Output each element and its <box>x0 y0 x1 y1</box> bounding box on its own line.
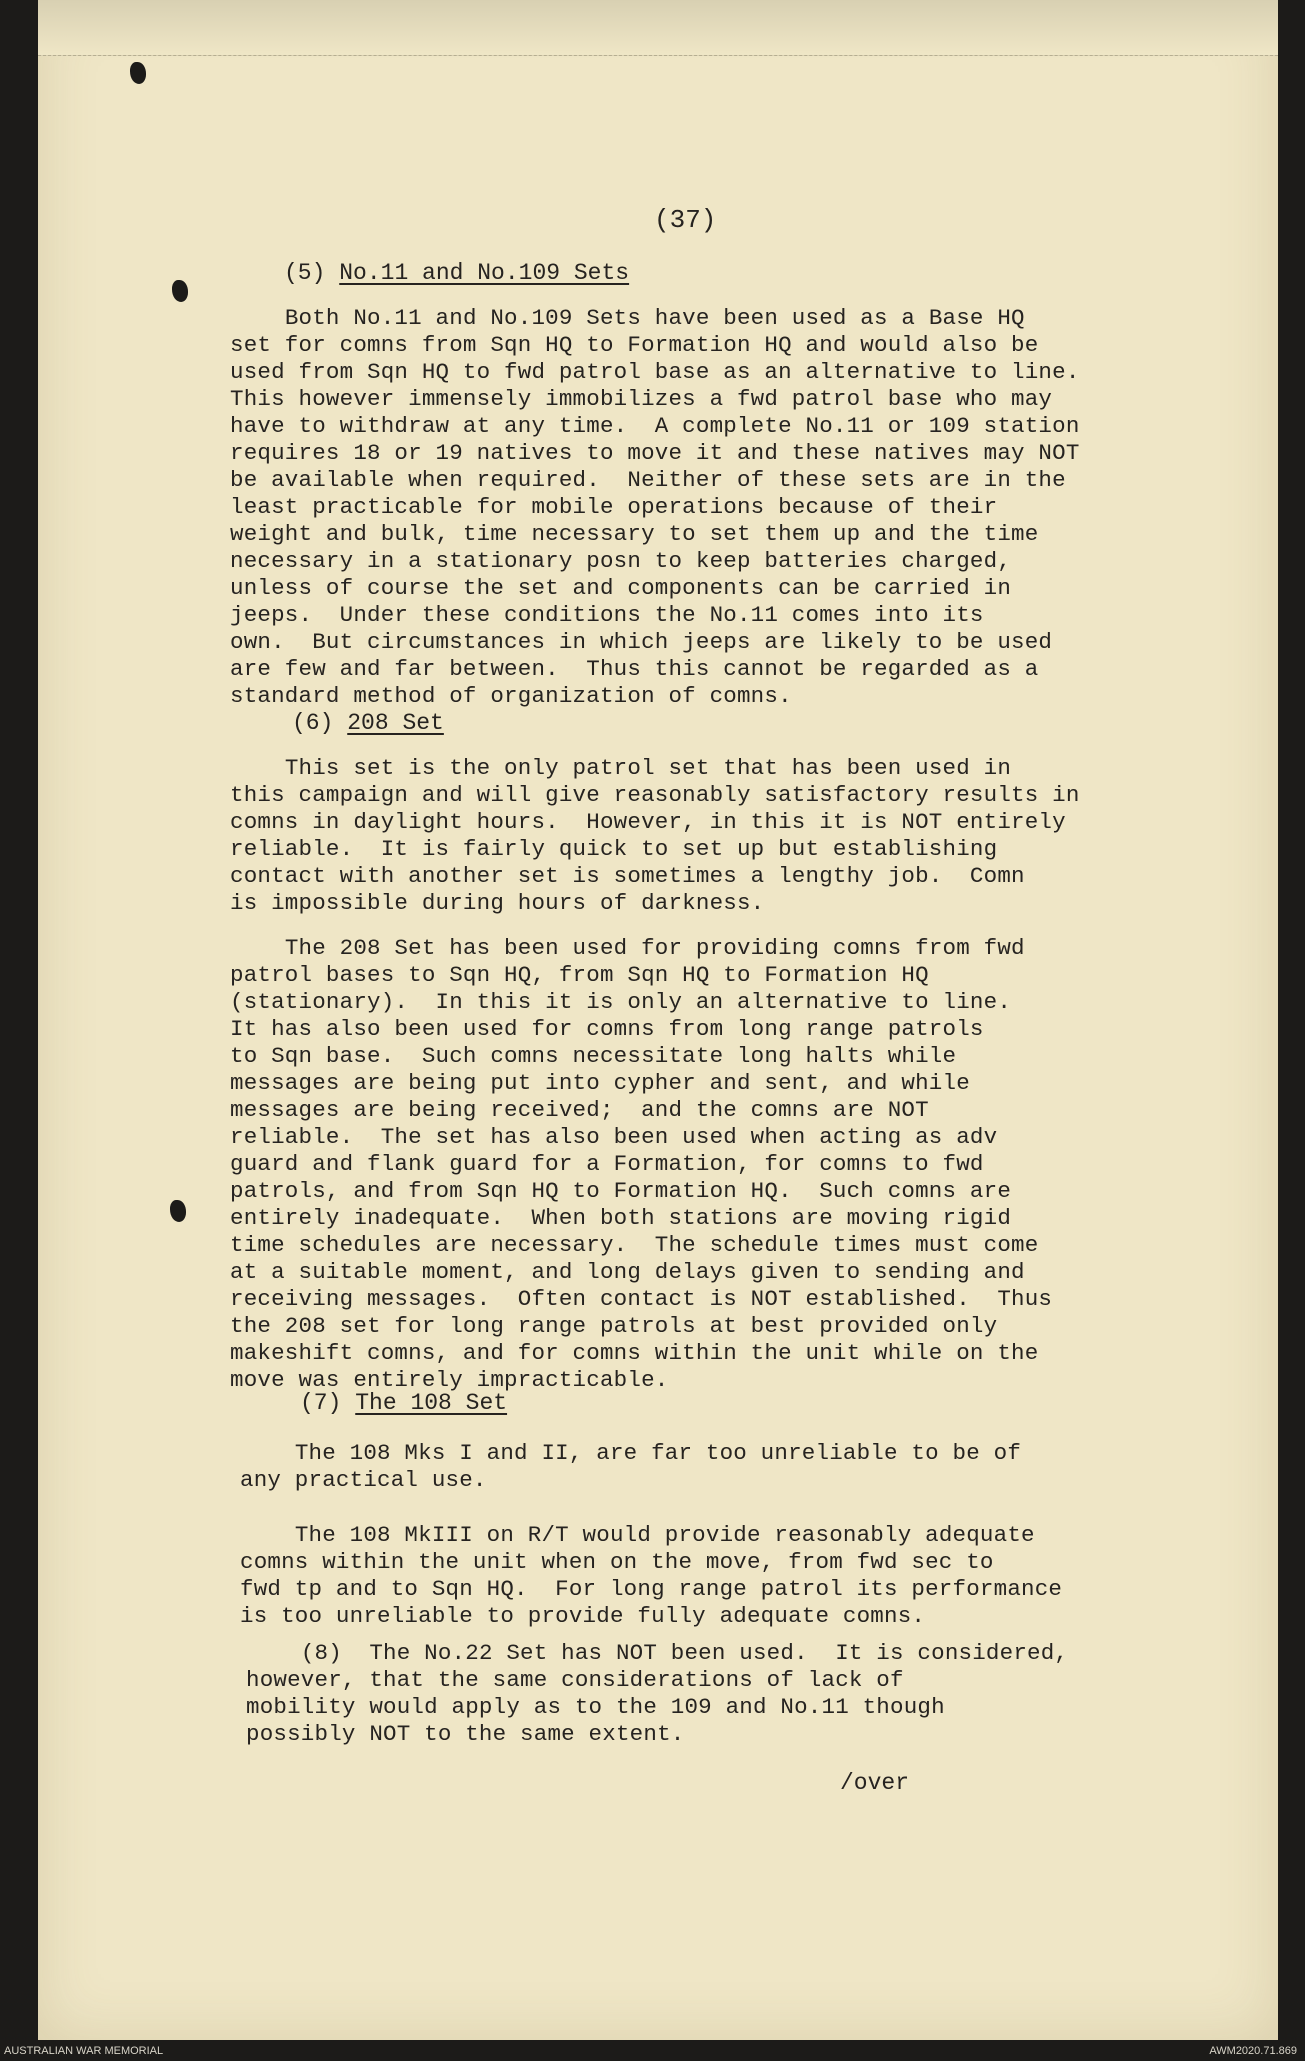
section-6-paragraph-2: The 208 Set has been used for providing comns from fwd patrol bases to Sqn HQ, from Sqn HQ to Formation HQ (stationary). In this it is only an alternative to line. It has also been used for comns from long range patrols to Sqn base. Such comns necessitate long halts while messages are being put into cypher and sent, and while messages are being received; and the comns are NOT reliable. The set has also been used when acting as adv guard and flank guard for a Formation, for comns to fwd patrols, and from Sqn HQ to Formation HQ. Such comns are entirely inadequate. When both stations are moving rigid time schedules are necessary. The schedule times must come at a suitable moment, and long delays given to sending and receiving messages. Often contact is NOT established. Thus the 208 set for long range patrols at best provided only makeshift comns, and for comns within the unit while on the move was entirely impracticable. <box>230 935 1053 1393</box>
section-7-paragraph-1: The 108 Mks I and II, are far too unreliable to be of any practical use. <box>240 1440 1022 1493</box>
document-page <box>38 0 1278 2040</box>
punch-hole-bottom <box>170 1200 186 1222</box>
section-number: (5) <box>284 260 326 286</box>
footer-institution: AUSTRALIAN WAR MEMORIAL <box>4 2045 164 2057</box>
section-number: (6) <box>292 710 334 736</box>
section-title: No.11 and No.109 Sets <box>339 260 630 286</box>
section-7-heading <box>300 1390 507 1416</box>
section-title: 208 Set <box>347 710 444 736</box>
section-6-paragraph-1: This set is the only patrol set that has been used in this campaign and will give reasonably satisfactory results in comns in daylight hours. However, in this it is NOT entirely reliable. It is fairly quick to set up but establishing contact with another set is sometimes a lengthy job. Comn is impossible during hours of darkness. <box>230 755 1080 916</box>
continuation-note: /over <box>840 1770 910 1796</box>
punch-hole-top <box>130 62 146 84</box>
page-number: (37) <box>654 205 717 235</box>
punch-hole-middle <box>172 280 188 302</box>
archive-footer <box>0 2042 1305 2061</box>
section-number: (7) <box>300 1390 342 1416</box>
section-5-heading <box>284 260 629 286</box>
page-top-edge <box>38 0 1278 56</box>
section-7-paragraph-2: The 108 MkIII on R/T would provide reasonably adequate comns within the unit when on the move, from fwd sec to fwd tp and to Sqn HQ. For long range patrol its performance is too unreliable to provide fully adequate comns. <box>240 1522 1063 1629</box>
section-5-paragraph: Both No.11 and No.109 Sets have been used as a Base HQ set for comns from Sqn HQ to Formation HQ and would also be used from Sqn HQ to fwd patrol base as an alternative to line. This however immensely immobilizes a fwd patrol base who may have to withdraw at any time. A complete No.11 or 109 station requires 18 or 19 natives to move it and these natives may NOT be available when required. Neither of these sets are in the least practicable for mobile operations because of their weight and bulk, time necessary to set them up and the time necessary in a stationary posn to keep batteries charged, unless of course the set and components can be carried in jeeps. Under these conditions the No.11 comes into its own. But circumstances in which jeeps are likely to be used are few and far between. Thus this cannot be regarded as a standard method of organization of comns. <box>230 305 1080 709</box>
section-title: The 108 Set <box>355 1390 508 1416</box>
footer-catalogue-number: AWM2020.71.869 <box>1209 2045 1297 2057</box>
section-8-paragraph: (8) The No.22 Set has NOT been used. It is considered, however, that the same considerations of lack of mobility would apply as to the 109 and No.11 though possibly NOT to the same extent. <box>246 1640 1069 1747</box>
section-6-heading <box>292 710 444 736</box>
